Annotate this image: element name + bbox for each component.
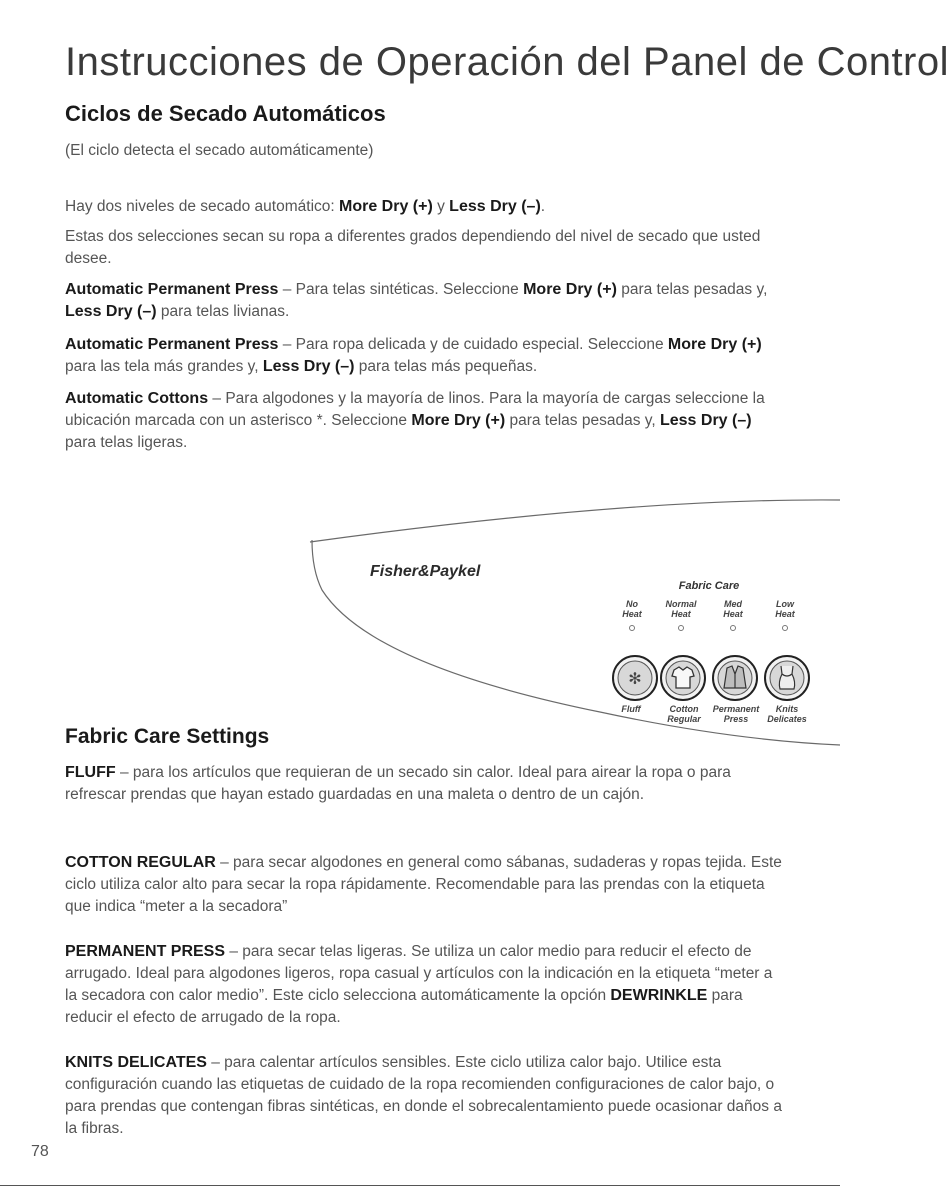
cycle-paragraph (65, 388, 785, 454)
cycle-text: para las tela más grandes y, (65, 358, 263, 375)
fabric-setting-paragraph (65, 1052, 785, 1140)
cycle-text: – Para telas sintéticas. Seleccione (278, 281, 524, 298)
cycle-text: para telas livianas. (156, 303, 290, 320)
heat-indicator-light (731, 626, 736, 631)
auto-dry-intro (65, 196, 785, 218)
fabric-setting-text: – para calentar artículos sensibles. Este ciclo utiliza calor bajo. Utilice esta configuración cuando las etiquetas de cuidado de la ropa recomienden configuraciones de calor bajo, o para prendas que contengan fibras sintéticas, en donde el sobrecalentamiento puede ocasionar daños a la fibras. (65, 1054, 782, 1137)
control-panel-illustration (300, 490, 840, 750)
page-title: Instrucciones de Operación del Panel de Control (65, 40, 949, 84)
fabric-setting-name: PERMANENT PRESS (65, 943, 226, 960)
section-title-fabric-care: Fabric Care Settings (65, 725, 270, 748)
fabric-setting-name: KNITS DELICATES (65, 1054, 207, 1071)
camisole-icon (779, 666, 794, 689)
heat-label-line2: Heat (723, 609, 743, 619)
button-label-line1: Permanent (712, 704, 760, 714)
button-labels (621, 704, 806, 724)
cycle-text: – Para ropa delicada y de cuidado especial. Seleccione (278, 336, 668, 353)
more-dry-label: More Dry (+) (339, 198, 433, 215)
fluff-button (613, 656, 657, 700)
button-label-line2: Delicates (767, 714, 807, 724)
heat-label-line1: No (626, 599, 638, 609)
fabric-setting-text: – para secar telas ligeras. Se utiliza un calor medio para reducir el efecto de arrugado. Ideal para algodones ligeros, ropa casual y artículos con la indicación en la etiqueta “meter a la secadora con calor medio”. Este ciclo selecciona automáticamente la opción (65, 943, 773, 1004)
heat-label-line1: Normal (665, 599, 697, 609)
heat-level-indicators (622, 599, 796, 631)
button-label-line2: Press (723, 714, 749, 724)
permanent-press-button (713, 656, 757, 700)
cotton-regular-button (661, 656, 705, 700)
button-label-line2: Regular (667, 714, 701, 724)
page-number: 78 (31, 1143, 49, 1160)
panel-top-edge (310, 500, 840, 542)
cycle-text: para telas más pequeñas. (354, 358, 538, 375)
control-panel-drawing (300, 490, 840, 750)
button-label-line1: Fluff (621, 704, 641, 714)
cycle-less-dry: Less Dry (–) (262, 358, 355, 375)
brand-logo: Fisher&Paykel (370, 563, 481, 580)
bottom-rule (0, 1185, 840, 1186)
auto-dry-note: (El ciclo detecta el secado automáticamente) (65, 142, 374, 159)
fabric-setting-paragraph (65, 762, 785, 806)
auto-dry-description: Estas dos selecciones secan su ropa a diferentes grados dependiendo del nivel de secado que usted desee. (65, 228, 761, 267)
cycle-less-dry: Less Dry (–) (65, 303, 157, 320)
fabric-care-buttons (613, 656, 809, 700)
heat-indicator-light (679, 626, 684, 631)
cycle-name: Automatic Permanent Press (65, 281, 279, 298)
cycle-text: para telas pesadas y, (616, 281, 768, 298)
heat-label-line2: Heat (622, 609, 642, 619)
cycle-text: – Para algodones y la mayoría de linos. Para la mayoría de cargas seleccione la ubicación marcada con un asterisco *. Seleccione (65, 390, 765, 429)
svg-text:✻: ✻ (628, 669, 642, 688)
less-dry-label: Less Dry (–) (449, 198, 541, 215)
fabric-setting-paragraph (65, 852, 785, 918)
fabric-setting-text: para reducir el efecto de arrugado de la ropa. (65, 987, 743, 1026)
button-label-line1: Cotton (669, 704, 699, 714)
cycle-more-dry: More Dry (+) (667, 336, 762, 353)
fabric-setting-name: COTTON REGULAR (65, 854, 216, 871)
fabric-setting-paragraph (65, 941, 785, 1029)
button-label-line1: Knits (775, 704, 799, 714)
heat-indicator-light (783, 626, 788, 631)
cycle-less-dry: Less Dry (–) (659, 412, 752, 429)
cycle-more-dry: More Dry (+) (411, 412, 506, 429)
heat-label-line2: Heat (671, 609, 691, 619)
cycle-name: Automatic Permanent Press (65, 336, 279, 353)
fabric-setting-name: FLUFF (65, 764, 116, 781)
heat-label-line2: Heat (775, 609, 795, 619)
heat-label-line1: Med (724, 599, 742, 609)
knits-delicates-button (765, 656, 809, 700)
section-title-auto-dry: Ciclos de Secado Automáticos (65, 101, 386, 126)
fabric-care-title: Fabric Care (678, 580, 740, 592)
intro-and: y (432, 198, 450, 215)
dewrinkle-label: DEWRINKLE (610, 987, 708, 1004)
intro-suffix: . (540, 198, 546, 215)
cycle-text: para telas ligeras. (65, 434, 188, 451)
cycle-paragraph (65, 334, 785, 378)
fluff-icon (628, 669, 641, 688)
heat-indicator-light (630, 626, 635, 631)
fabric-setting-text: – para secar algodones en general como sábanas, sudaderas y ropas tejida. Este ciclo utiliza calor alto para secar la ropa rápidamente. Recomendable para las prendas con la etiqueta que indica “meter a la secadora” (65, 854, 782, 915)
cycle-text: para telas pesadas y, (505, 412, 660, 429)
intro-prefix: Hay dos niveles de secado automático: (65, 198, 339, 215)
fabric-setting-text: – para los artículos que requieran de un secado sin calor. Ideal para airear la ropa o para refrescar prendas que hayan estado guardadas en una maleta o dentro de un cajón. (65, 764, 731, 803)
heat-label-line1: Low (776, 599, 794, 609)
cycle-more-dry: More Dry (+) (523, 281, 617, 298)
cycle-name: Automatic Cottons (65, 390, 209, 407)
cycle-paragraph (65, 279, 785, 323)
